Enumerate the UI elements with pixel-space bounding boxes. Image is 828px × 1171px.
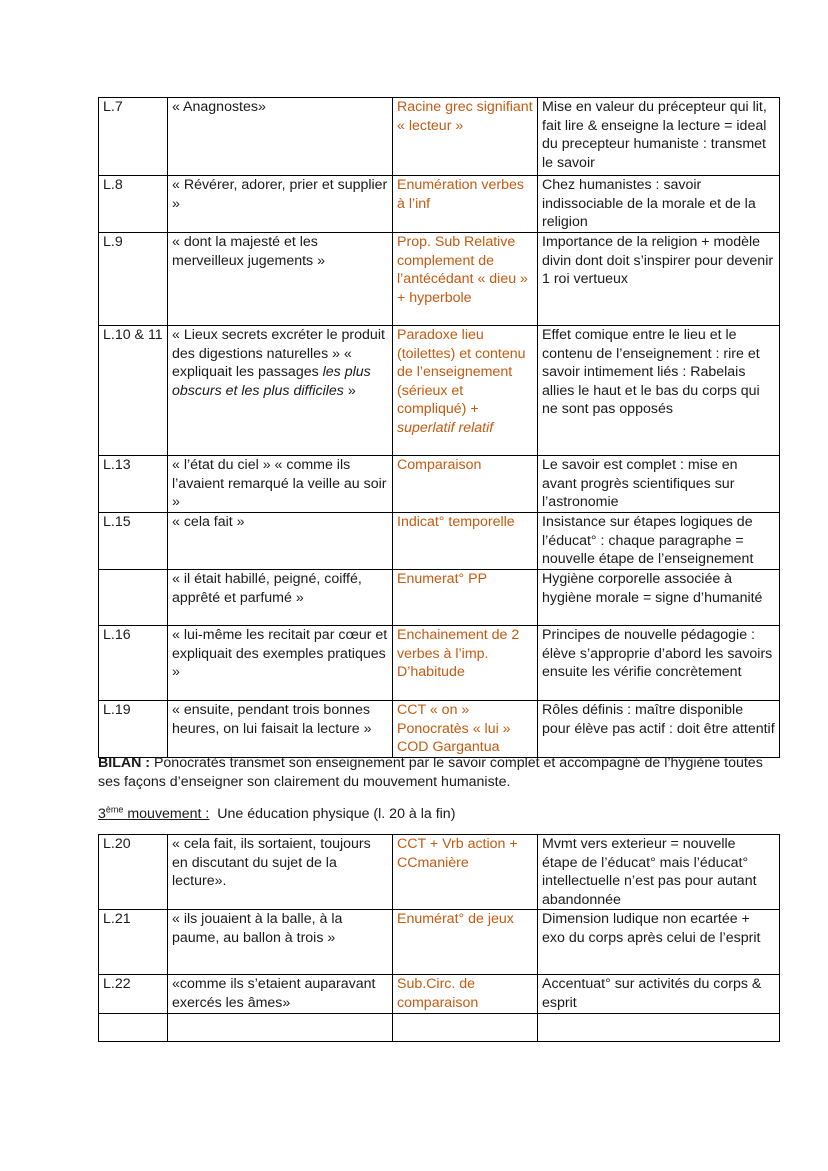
quote-cell: « lui-même les recitait par cœur et expliquait des exemples pratiques » xyxy=(168,626,393,701)
table-row xyxy=(99,835,780,910)
line-ref: L.10 & 11 xyxy=(99,326,168,456)
interpretation-cell: Mise en valeur du précepteur qui lit, fait lire & enseigne la lecture = ideal du precepteur humaniste : transmet le savoir xyxy=(538,98,780,176)
movement-label xyxy=(98,806,209,822)
table-row xyxy=(99,456,780,513)
bilan-text: Ponocratès transmet son enseignement par le savoir complet et accompagné de l’hygiène toutes ses façons d’enseigner son clairement du mouvement humaniste. xyxy=(98,755,763,791)
process-cell xyxy=(393,1013,538,1041)
process-cell: CCT + Vrb action + CCmanière xyxy=(393,835,538,910)
table-row xyxy=(99,975,780,1013)
quote-cell: « cela fait, ils sortaient, toujours en discutant du sujet de la lecture». xyxy=(168,835,393,910)
line-ref: L.9 xyxy=(99,233,168,326)
quote-text-end: » xyxy=(343,382,356,399)
table-row xyxy=(99,910,780,975)
analysis-table-movement-2 xyxy=(98,97,780,758)
interpretation-cell: Mvmt vers exterieur = nouvelle étape de l’éducat° mais l’éducat° intellectuelle n’est pas pour autant abandonnée xyxy=(538,835,780,910)
process-cell: Sub.Circ. de comparaison xyxy=(393,975,538,1013)
process-cell: Comparaison xyxy=(393,456,538,513)
quote-cell: « Révérer, adorer, prier et supplier » xyxy=(168,176,393,233)
quote-cell xyxy=(168,1013,393,1041)
line-ref: L.16 xyxy=(99,626,168,701)
line-ref: L.8 xyxy=(99,176,168,233)
process-cell: Enumérat° de jeux xyxy=(393,910,538,975)
interpretation-cell: Rôles définis : maître disponible pour élève pas actif : doit être attentif xyxy=(538,701,780,758)
quote-cell: «comme ils s’etaient auparavant exercés les âmes» xyxy=(168,975,393,1013)
quote-cell: « ils jouaient à la balle, à la paume, au ballon à trois » xyxy=(168,910,393,975)
quote-cell: « Anagnostes» xyxy=(168,98,393,176)
movement-title: Une éducation physique (l. 20 à la fin) xyxy=(209,806,456,822)
interpretation-cell xyxy=(538,1013,780,1041)
table-row xyxy=(99,176,780,233)
table-row xyxy=(99,513,780,570)
line-ref: L.13 xyxy=(99,456,168,513)
interpretation-cell: Dimension ludique non ecartée + exo du corps après celui de l’esprit xyxy=(538,910,780,975)
line-ref: L.15 xyxy=(99,513,168,570)
movement-number: 3 xyxy=(98,806,106,822)
interpretation-cell: Hygiène corporelle associée à hygiène morale = signe d’humanité xyxy=(538,570,780,626)
process-italic: superlatif relatif xyxy=(397,419,494,436)
line-ref: L.22 xyxy=(99,975,168,1013)
bilan-label: BILAN : xyxy=(98,755,151,771)
table-row xyxy=(99,326,780,456)
movement-word: mouvement : xyxy=(123,806,210,822)
quote-cell: « il était habillé, peigné, coiffé, apprêté et parfumé » xyxy=(168,570,393,626)
interpretation-cell: Accentuat° sur activités du corps & esprit xyxy=(538,975,780,1013)
interpretation-cell: Importance de la religion + modèle divin dont doit s’inspirer pour devenir 1 roi vertueux xyxy=(538,233,780,326)
bilan-paragraph xyxy=(98,754,780,793)
table-row xyxy=(99,1013,780,1041)
process-cell: Racine grec signifiant « lecteur » xyxy=(393,98,538,176)
process-cell: CCT « on » Ponocratès « lui » COD Gargantua xyxy=(393,701,538,758)
line-ref xyxy=(99,570,168,626)
quote-cell: « ensuite, pendant trois bonnes heures, on lui faisait la lecture » xyxy=(168,701,393,758)
line-ref: L.19 xyxy=(99,701,168,758)
quote-cell xyxy=(168,326,393,456)
movement-sup: ème xyxy=(105,804,124,815)
analysis-table-movement-3 xyxy=(98,834,780,1042)
interpretation-cell: Effet comique entre le lieu et le contenu de l’enseignement : rire et savoir intimement liés : Rabelais allies le haut et le bas du corps qui ne sont pas opposés xyxy=(538,326,780,456)
process-cell: Prop. Sub Relative complement de l’antécédant « dieu » + hyperbole xyxy=(393,233,538,326)
quote-cell: « cela fait » xyxy=(168,513,393,570)
interpretation-cell: Le savoir est complet : mise en avant progrès scientifiques sur l’astronomie xyxy=(538,456,780,513)
table-row xyxy=(99,626,780,701)
line-ref xyxy=(99,1013,168,1041)
process-cell: Enumération verbes à l’inf xyxy=(393,176,538,233)
quote-cell: « l’état du ciel » « comme ils l’avaient remarqué la veille au soir » xyxy=(168,456,393,513)
process-cell xyxy=(393,326,538,456)
process-cell: Enchainement de 2 verbes à l’imp. D’habitude xyxy=(393,626,538,701)
table-row xyxy=(99,98,780,176)
quote-italic: les plus obscurs et les plus difficiles xyxy=(172,364,371,399)
quote-text: « Lieux secrets excréter le produit des digestions naturelles » « expliquait les passages xyxy=(172,327,385,381)
interpretation-cell: Insistance sur étapes logiques de l’éducat° : chaque paragraphe = nouvelle étape de l’enseignement xyxy=(538,513,780,570)
process-text: Paradoxe lieu (toilettes) et contenu de l’enseignement (sérieux et compliqué) + xyxy=(397,327,526,418)
quote-cell: « dont la majesté et les merveilleux jugements » xyxy=(168,233,393,326)
process-cell: Indicat° temporelle xyxy=(393,513,538,570)
movement-heading xyxy=(98,805,455,824)
process-cell: Enumerat° PP xyxy=(393,570,538,626)
line-ref: L.7 xyxy=(99,98,168,176)
line-ref: L.21 xyxy=(99,910,168,975)
interpretation-cell: Principes de nouvelle pédagogie : élève s’approprie d’abord les savoirs ensuite les vérifie concrètement xyxy=(538,626,780,701)
table-row xyxy=(99,701,780,758)
table-row xyxy=(99,233,780,326)
interpretation-cell: Chez humanistes : savoir indissociable de la morale et de la religion xyxy=(538,176,780,233)
line-ref: L.20 xyxy=(99,835,168,910)
table-row xyxy=(99,570,780,626)
